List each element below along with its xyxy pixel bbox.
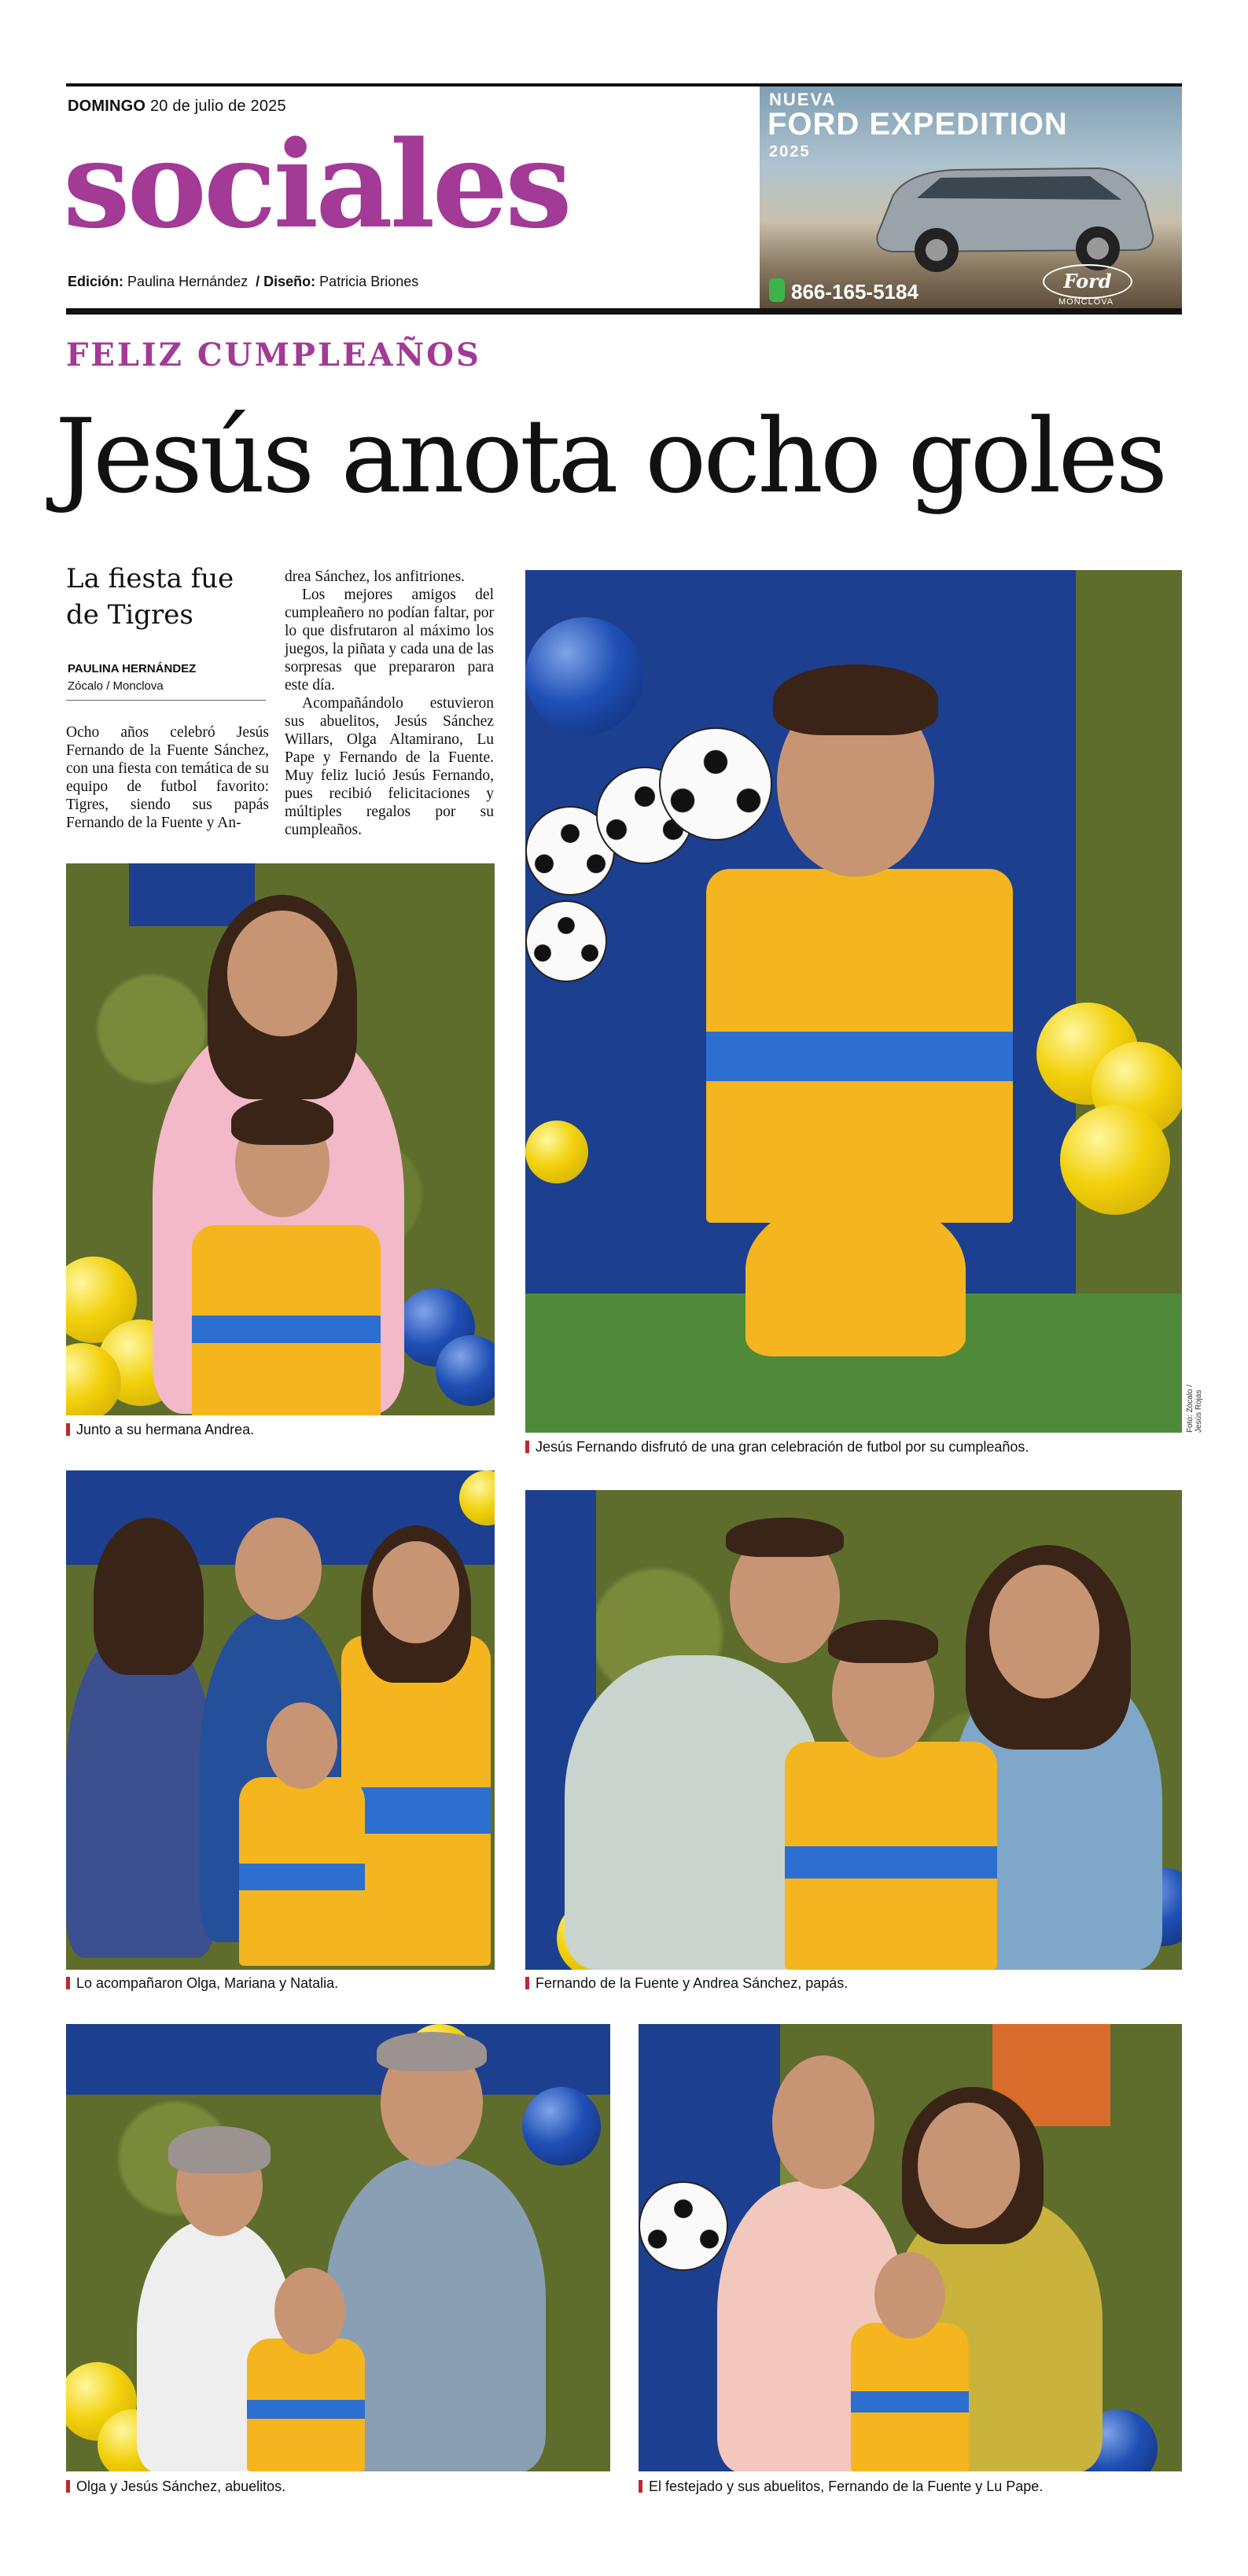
diseno-name: Patricia Briones — [319, 274, 419, 289]
ad-year: 2025 — [769, 143, 811, 160]
article-column-1 — [66, 723, 269, 832]
body-paragraph: Acompañándolo estuvieron sus abuelitos, Jesús Sánchez Willars, Olga Altamirano, Lu Pape y Fernando de la Fuente. Muy feliz lució Jesús Fernando, pues recibió felicitaciones y múltiples regalos por su cumpleaños. — [285, 695, 494, 838]
ford-advertisement[interactable] — [760, 86, 1182, 311]
edicion-label: Edición: — [68, 274, 123, 289]
photo-caption: Jesús Fernando disfrutó de una gran celebración de futbol por su cumpleaños. — [525, 1439, 1029, 1455]
headline: Jesús anota ocho goles — [55, 396, 1165, 516]
photo-caption: El festejado y sus abuelitos, Fernando de la Fuente y Lu Pape. — [639, 2478, 1043, 2495]
photo-caption: Olga y Jesús Sánchez, abuelitos. — [66, 2478, 285, 2495]
article-column-2 — [285, 568, 494, 839]
section-title: sociales — [63, 114, 569, 255]
edicion-name: Paulina Hernández — [127, 274, 248, 289]
byline-author: PAULINA HERNÁNDEZ — [68, 662, 197, 675]
photo-birthday-boy — [525, 570, 1182, 1433]
phone-icon — [769, 278, 785, 302]
photo-caption: Fernando de la Fuente y Andrea Sánchez, papás. — [525, 1975, 848, 1992]
dateline-day: DOMINGO — [68, 98, 146, 115]
ad-phone[interactable]: 866-165-5184 — [791, 280, 919, 304]
photo-paternal-grandparents — [639, 2024, 1182, 2471]
header-bottom-rule — [66, 308, 1182, 315]
article-kicker: FELIZ CUMPLEAÑOS — [66, 337, 481, 374]
ad-kicker: NUEVA — [769, 90, 837, 109]
photo-parents — [525, 1490, 1182, 1970]
body-paragraph: Los mejores amigos del cumpleañero no podían faltar, por lo que disfrutaron al máximo los juegos, la piñata y cada una de las sorpresas que prepararon para este día. — [285, 587, 494, 694]
photo-maternal-grandparents — [66, 2024, 610, 2471]
photo-siblings — [66, 863, 495, 1415]
body-paragraph: drea Sánchez, los anfitriones. — [285, 569, 466, 585]
photo-credit: Foto: Zócalo / Jesús Rojas — [1186, 1384, 1203, 1433]
body-paragraph: Ocho años celebró Jesús Fernando de la Fuente Sánchez, con una fiesta con temática de su equipo de futbol favorito: Tigres, siendo sus papás Fernando de la Fuente y An- — [66, 724, 269, 831]
edition-credits — [68, 274, 418, 290]
deck: La fiesta fue de Tigres — [66, 563, 234, 631]
photo-caption: Junto a su hermana Andrea. — [66, 1422, 254, 1438]
byline-rule — [66, 700, 266, 701]
photo-caption: Lo acompañaron Olga, Mariana y Natalia. — [66, 1975, 338, 1992]
photo-family-group — [66, 1470, 495, 1970]
ford-logo: Ford — [1043, 264, 1132, 299]
ad-title: FORD EXPEDITION — [768, 107, 1068, 142]
diseno-label: / Diseño: — [256, 274, 316, 289]
dateline-date: 20 de julio de 2025 — [149, 98, 286, 115]
suv-illustration — [862, 148, 1161, 282]
ad-dealer: MONCLOVA — [1058, 297, 1114, 307]
byline-source: Zócalo / Monclova — [68, 679, 164, 693]
dateline — [68, 98, 286, 116]
